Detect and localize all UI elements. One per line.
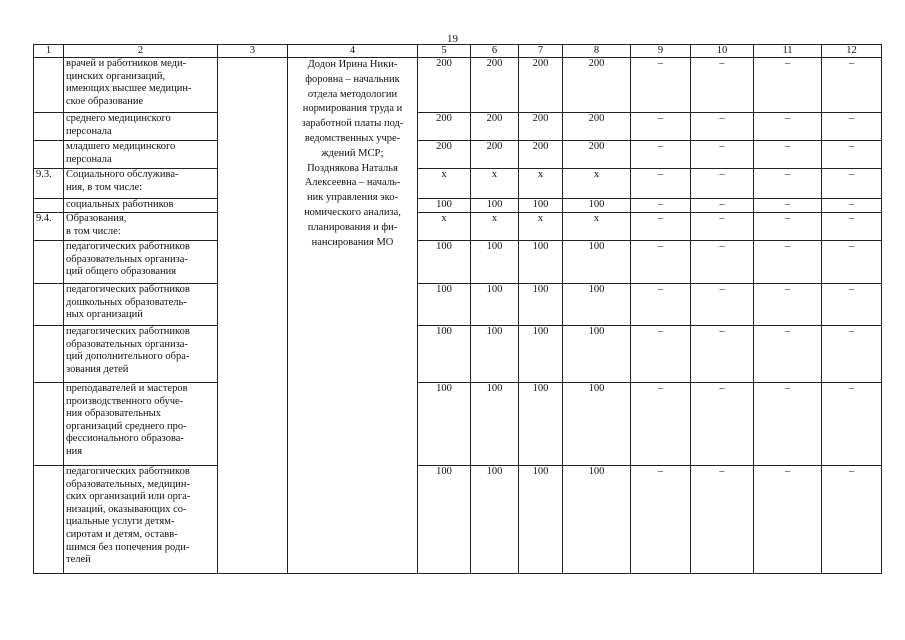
dash-cell: – bbox=[631, 284, 691, 326]
row-number bbox=[34, 241, 64, 284]
row-number bbox=[34, 58, 64, 113]
dash-cell: – bbox=[822, 383, 882, 466]
column-header: 2 bbox=[64, 45, 218, 58]
indicator-name: педагогических работников дошкольных образователь- ных организаций bbox=[64, 284, 218, 326]
dash-cell: – bbox=[822, 141, 882, 169]
column-header: 8 bbox=[563, 45, 631, 58]
dash-cell: – bbox=[631, 169, 691, 199]
value-cell: 100 bbox=[563, 466, 631, 574]
dash-cell: – bbox=[754, 383, 822, 466]
dash-cell: – bbox=[631, 383, 691, 466]
column-header: 7 bbox=[519, 45, 563, 58]
dash-cell: – bbox=[754, 213, 822, 241]
table-row bbox=[34, 169, 882, 199]
dash-cell: – bbox=[691, 169, 754, 199]
dash-cell: – bbox=[822, 466, 882, 574]
value-cell: 100 bbox=[563, 241, 631, 284]
value-cell: 200 bbox=[519, 141, 563, 169]
dash-cell: – bbox=[631, 326, 691, 383]
value-cell: 200 bbox=[471, 141, 519, 169]
value-cell: 100 bbox=[418, 241, 471, 284]
table-row bbox=[34, 383, 882, 466]
dash-cell: – bbox=[822, 199, 882, 213]
value-cell: х bbox=[418, 169, 471, 199]
dash-cell: – bbox=[691, 213, 754, 241]
value-cell: 200 bbox=[519, 113, 563, 141]
value-cell: 200 bbox=[418, 141, 471, 169]
row-number bbox=[34, 326, 64, 383]
value-cell: 200 bbox=[563, 113, 631, 141]
value-cell: 100 bbox=[418, 326, 471, 383]
row-number: 9.3. bbox=[34, 169, 64, 199]
value-cell: 100 bbox=[563, 284, 631, 326]
dash-cell: – bbox=[754, 284, 822, 326]
dash-cell: – bbox=[754, 141, 822, 169]
dash-cell: – bbox=[754, 326, 822, 383]
row-number bbox=[34, 466, 64, 574]
row-number bbox=[34, 284, 64, 326]
indicator-name: педагогических работников образовательных организа- ций дополнительного обра- зования детей bbox=[64, 326, 218, 383]
value-cell: 100 bbox=[471, 199, 519, 213]
dash-cell: – bbox=[631, 199, 691, 213]
table-row bbox=[34, 284, 882, 326]
table-row bbox=[34, 326, 882, 383]
value-cell: 100 bbox=[563, 326, 631, 383]
dash-cell: – bbox=[754, 113, 822, 141]
dash-cell: – bbox=[691, 199, 754, 213]
column-3-cell bbox=[218, 58, 288, 574]
value-cell: 200 bbox=[418, 113, 471, 141]
dash-cell: – bbox=[754, 241, 822, 284]
value-cell: 100 bbox=[471, 383, 519, 466]
dash-cell: – bbox=[631, 241, 691, 284]
value-cell: 100 bbox=[519, 383, 563, 466]
value-cell: х bbox=[471, 213, 519, 241]
table-row bbox=[34, 141, 882, 169]
value-cell: 200 bbox=[471, 58, 519, 113]
table-body bbox=[34, 45, 882, 574]
value-cell: 100 bbox=[519, 284, 563, 326]
indicator-name: педагогических работников образовательных организа- ций общего образования bbox=[64, 241, 218, 284]
data-table bbox=[33, 44, 882, 574]
column-header: 9 bbox=[631, 45, 691, 58]
dash-cell: – bbox=[691, 383, 754, 466]
table-row bbox=[34, 466, 882, 574]
responsible-persons: Додон Ирина Ники- форовна – начальник отдела методологии нормирования труда и заработной платы под- ведомственных учре- ждений МСР; Позднякова Наталья Алексеевна – началь- ник управления эко- номического анализа, планирования и фи- нансирования МО bbox=[288, 58, 418, 574]
value-cell: х bbox=[418, 213, 471, 241]
value-cell: х bbox=[471, 169, 519, 199]
column-header: 11 bbox=[754, 45, 822, 58]
table-row bbox=[34, 241, 882, 284]
dash-cell: – bbox=[754, 58, 822, 113]
row-number bbox=[34, 199, 64, 213]
dash-cell: – bbox=[754, 169, 822, 199]
value-cell: 100 bbox=[418, 284, 471, 326]
dash-cell: – bbox=[631, 466, 691, 574]
value-cell: 200 bbox=[519, 58, 563, 113]
value-cell: х bbox=[519, 213, 563, 241]
dash-cell: – bbox=[822, 284, 882, 326]
dash-cell: – bbox=[691, 466, 754, 574]
value-cell: 200 bbox=[563, 141, 631, 169]
dash-cell: – bbox=[822, 169, 882, 199]
value-cell: х bbox=[519, 169, 563, 199]
value-cell: 100 bbox=[519, 241, 563, 284]
value-cell: 100 bbox=[563, 199, 631, 213]
value-cell: 200 bbox=[418, 58, 471, 113]
value-cell: 100 bbox=[471, 326, 519, 383]
dash-cell: – bbox=[822, 58, 882, 113]
indicator-name: Образования, в том числе: bbox=[64, 213, 218, 241]
column-header: 5 bbox=[418, 45, 471, 58]
value-cell: 100 bbox=[418, 466, 471, 574]
column-header: 12 bbox=[822, 45, 882, 58]
table-row bbox=[34, 213, 882, 241]
row-number bbox=[34, 113, 64, 141]
indicator-name: преподавателей и мастеров производственного обуче- ния образовательных организаций среднего про- фессионального образова- ния bbox=[64, 383, 218, 466]
page-number: 19 bbox=[447, 33, 458, 45]
dash-cell: – bbox=[691, 284, 754, 326]
column-header: 4 bbox=[288, 45, 418, 58]
table-row bbox=[34, 113, 882, 141]
dash-cell: – bbox=[631, 113, 691, 141]
dash-cell: – bbox=[754, 466, 822, 574]
column-header: 6 bbox=[471, 45, 519, 58]
value-cell: 100 bbox=[471, 284, 519, 326]
value-cell: 100 bbox=[519, 466, 563, 574]
dash-cell: – bbox=[691, 326, 754, 383]
column-header: 1 bbox=[34, 45, 64, 58]
indicator-name: младшего медицинского персонала bbox=[64, 141, 218, 169]
dash-cell: – bbox=[754, 199, 822, 213]
header-row bbox=[34, 45, 882, 58]
row-number bbox=[34, 141, 64, 169]
indicator-name: врачей и работников меди- цинских организаций, имеющих высшее медицин- ское образование bbox=[64, 58, 218, 113]
column-header: 3 bbox=[218, 45, 288, 58]
column-header: 10 bbox=[691, 45, 754, 58]
indicator-name: педагогических работников образовательных, медицин- ских организаций или орга- низаций, оказывающих со- циальные услуги детям- сиротам и детям, оставв- шимся без попечения роди- телей bbox=[64, 466, 218, 574]
table-row bbox=[34, 58, 882, 113]
dash-cell: – bbox=[631, 213, 691, 241]
value-cell: х bbox=[563, 169, 631, 199]
dash-cell: – bbox=[691, 113, 754, 141]
dash-cell: – bbox=[691, 141, 754, 169]
value-cell: 100 bbox=[519, 199, 563, 213]
value-cell: х bbox=[563, 213, 631, 241]
dash-cell: – bbox=[822, 213, 882, 241]
dash-cell: – bbox=[822, 326, 882, 383]
dash-cell: – bbox=[691, 241, 754, 284]
value-cell: 200 bbox=[471, 113, 519, 141]
value-cell: 200 bbox=[563, 58, 631, 113]
value-cell: 100 bbox=[471, 466, 519, 574]
dash-cell: – bbox=[822, 113, 882, 141]
dash-cell: – bbox=[631, 141, 691, 169]
indicator-name: социальных работников bbox=[64, 199, 218, 213]
value-cell: 100 bbox=[471, 241, 519, 284]
dash-cell: – bbox=[691, 58, 754, 113]
row-number bbox=[34, 383, 64, 466]
indicator-name: Социального обслужива- ния, в том числе: bbox=[64, 169, 218, 199]
value-cell: 100 bbox=[418, 199, 471, 213]
value-cell: 100 bbox=[519, 326, 563, 383]
dash-cell: – bbox=[822, 241, 882, 284]
indicator-name: среднего медицинского персонала bbox=[64, 113, 218, 141]
row-number: 9.4. bbox=[34, 213, 64, 241]
table-row bbox=[34, 199, 882, 213]
dash-cell: – bbox=[631, 58, 691, 113]
value-cell: 100 bbox=[418, 383, 471, 466]
value-cell: 100 bbox=[563, 383, 631, 466]
